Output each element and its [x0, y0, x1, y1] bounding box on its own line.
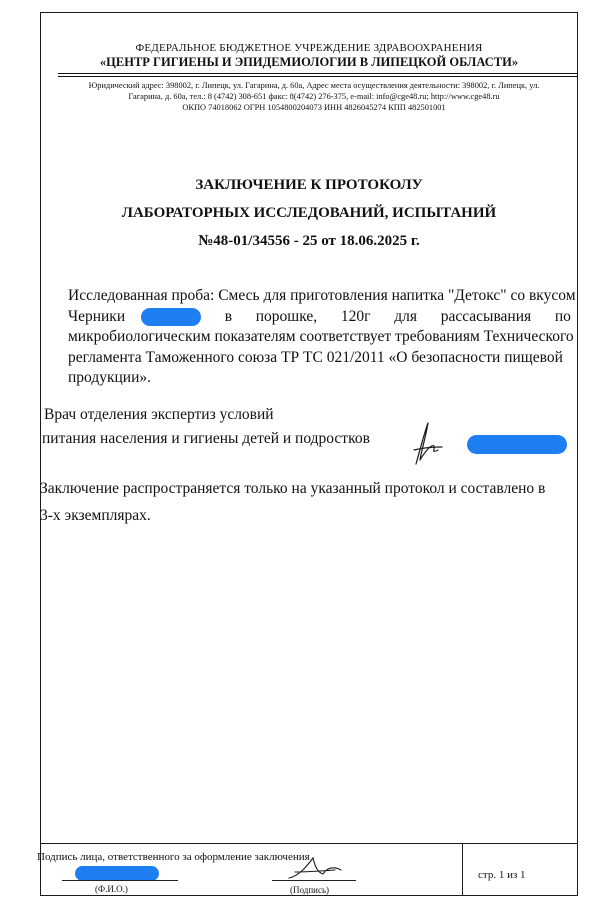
org-name-line1: ФЕДЕРАЛЬНОЕ БЮДЖЕТНОЕ УЧРЕЖДЕНИЕ ЗДРАВООХРАНЕНИЯ: [135, 42, 483, 54]
address-line3: ОКПО 74018062 ОГРН 1054800204073 ИНН 4826045274 КПП 482501001: [182, 103, 446, 112]
title-line1: ЗАКЛЮЧЕНИЕ К ПРОТОКОЛУ: [195, 177, 423, 193]
page-number: стр. 1 из 1: [478, 869, 526, 881]
signature-underline: [272, 880, 356, 881]
document-frame: [40, 12, 578, 896]
sample-line2-word: по: [554, 307, 571, 325]
address-line2: Гагарина, д. 60а, тел.: 8 (4742) 308-651 факс: 8(4742) 276-375, e-mail: info@cge48.ru; http://www.cge48.ru: [128, 92, 500, 101]
sample-line2-word: порошке,: [255, 307, 318, 325]
closing-statement: [40, 475, 572, 529]
sample-line2: [68, 307, 571, 328]
responsible-signature-label: Подпись лица, ответственного за оформление заключения: [37, 851, 310, 863]
address-line1: Юридический адрес: 398002, г. Липецк, ул. Гагарина, д. 60а, Адрес места осуществления деятельности: 398002, г. Липецк, ул.: [88, 81, 540, 90]
doctor-position-line2: питания населения и гигиены детей и подростков: [42, 430, 370, 447]
redacted-doctor-name: [467, 435, 567, 454]
sample-line2-word: рассасывания: [440, 307, 532, 325]
sample-line3: микробиологическим показателям соответствует требованиям Технического: [68, 328, 574, 345]
redacted-batch: [141, 308, 201, 326]
sample-line5: продукции».: [68, 369, 152, 386]
footer-divider: [462, 843, 463, 896]
footer-rule: [40, 843, 578, 844]
name-underline: [62, 880, 178, 881]
name-caption: (Ф.И.О.): [95, 884, 128, 894]
redacted-responsible-name: [75, 866, 159, 881]
header-rule-thin: [58, 76, 578, 77]
sample-conclusion: [68, 286, 576, 389]
title-line3: №48-01/34556 - 25 от 18.06.2025 г.: [198, 233, 420, 249]
sample-line2-word: Черники: [68, 307, 126, 325]
sample-line2-word: в: [224, 307, 233, 325]
doctor-signature: [410, 420, 444, 468]
doctor-position-line1: Врач отделения экспертиз условий: [44, 406, 274, 423]
sample-line2-start: [68, 307, 201, 328]
title-line2: ЛАБОРАТОРНЫХ ИССЛЕДОВАНИЙ, ИСПЫТАНИЙ: [121, 205, 497, 221]
org-address: [58, 80, 570, 113]
closing-line2: 3-х экземплярах.: [40, 507, 151, 524]
closing-line1: Заключение распространяется только на указанный протокол и составлено в: [40, 480, 546, 497]
sample-line1: Исследованная проба: Смесь для приготовления напитка "Детокс" со вкусом: [68, 287, 576, 304]
sample-line2-word: для: [394, 307, 417, 325]
signature-caption: (Подпись): [290, 885, 330, 895]
org-name-line2: «ЦЕНТР ГИГИЕНЫ И ЭПИДЕМИОЛОГИИ В ЛИПЕЦКОЙ ОБЛАСТИ»: [99, 55, 519, 69]
sample-line2-word: 120г: [340, 307, 371, 325]
sample-line4: регламента Таможенного союза ТР ТС 021/2011 «О безопасности пищевой: [68, 348, 563, 366]
header-rule-thick: [58, 73, 578, 74]
